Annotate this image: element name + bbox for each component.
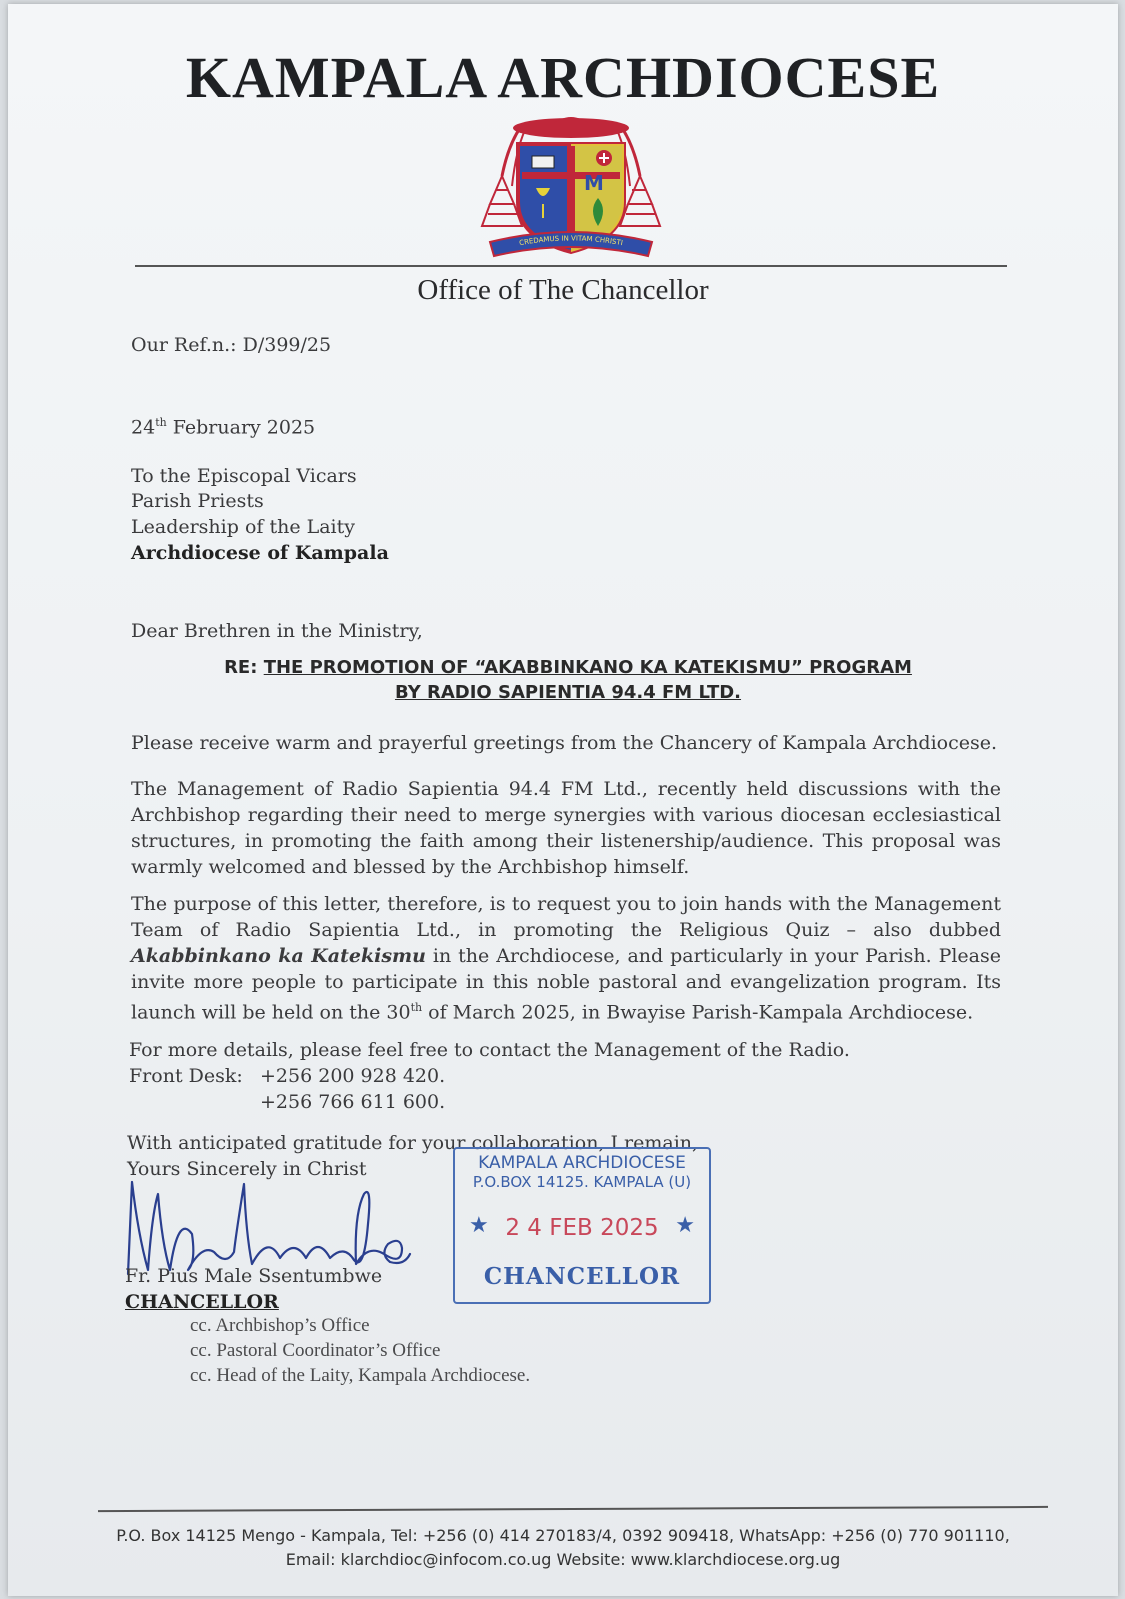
letterhead-title: KAMPALA ARCHDIOCESE [185, 45, 941, 110]
stamp-org: KAMPALA ARCHDIOCESE [478, 1153, 686, 1173]
letter-page [8, 4, 1118, 1596]
star-icon: ★ [675, 1213, 695, 1238]
subject-line-2: BY RADIO SAPIENTIA 94.4 FM LTD. [394, 682, 742, 703]
letter-date: 24th February 2025 [131, 416, 316, 439]
address-line: Parish Priests [131, 490, 264, 512]
signer-title: CHANCELLOR [125, 1291, 279, 1313]
address-line: To the Episcopal Vicars [131, 465, 357, 487]
reference-number: Our Ref.n.: D/399/25 [131, 334, 332, 356]
footer-divider [98, 1506, 1048, 1512]
subject-line-1: RE: THE PROMOTION OF “AKABBINKANO KA KATEKISMU” PROGRAM [224, 657, 912, 678]
chancellor-stamp [453, 1147, 711, 1304]
front-desk-label: Front Desk: [129, 1065, 243, 1087]
office-title: Office of The Chancellor [417, 274, 709, 306]
front-desk-phone: +256 766 611 600. [260, 1091, 446, 1113]
address-line: Leadership of the Laity [131, 516, 356, 538]
footer-contacts: P.O. Box 14125 Mengo - Kampala, Tel: +256 (0) 414 270183/4, 0392 909418, WhatsApp: +256 (0) 770 901110, [116, 1526, 1010, 1545]
paragraph-purpose: The purpose of this letter, therefore, is to request you to join hands with the Management Team of Radio Sapientia Ltd., in promoting the Religious Quiz – also dubbed Akabbinkano ka Katekismu in the Archdiocese, and particularly in your Parish. Please invite more people to participate in this noble pastoral and evangelization program. Its launch will be held on the 30th of March 2025, in Bwayise Parish-Kampala Archdiocese. [131, 893, 1001, 1024]
paragraph-greeting: Please receive warm and prayerful greetings from the Chancery of Kampala Archdiocese. [131, 732, 998, 754]
stamp-title: CHANCELLOR [483, 1263, 681, 1290]
details-line: For more details, please feel free to contact the Management of the Radio. [129, 1039, 850, 1061]
cc-line: cc. Pastoral Coordinator’s Office [190, 1340, 441, 1361]
salutation: Dear Brethren in the Ministry, [131, 620, 423, 642]
footer-email-website: Email: klarchdioc@infocom.co.ug Website: www.klarchdiocese.org.ug [285, 1550, 841, 1569]
stamp-date: 2 4 FEB 2025 [505, 1215, 659, 1241]
paragraph-discussions: The Management of Radio Sapientia 94.4 FM Ltd., recently held discussions with the Archbishop regarding their need to merge synergies with various diocesan ecclesiastical structures, in promoting the faith among their listenership/audience. This proposal was warmly welcomed and blessed by the Archbishop himself. [131, 778, 1001, 878]
closing-gratitude: With anticipated gratitude for your collaboration, I remain, [127, 1132, 699, 1154]
svg-text:M: M [584, 171, 604, 195]
cc-line: cc. Head of the Laity, Kampala Archdiocese. [190, 1365, 531, 1386]
svg-text:CREDAMUS IN VITAM CHRISTI: CREDAMUS IN VITAM CHRISTI [518, 234, 624, 248]
stamp-address: P.O.BOX 14125. KAMPALA (U) [472, 1173, 692, 1191]
letterhead-divider [135, 265, 1007, 267]
archdiocese-coat-of-arms [480, 106, 662, 264]
star-icon: ★ [469, 1213, 489, 1238]
address-archdiocese: Archdiocese of Kampala [131, 542, 389, 564]
signer-name: Fr. Pius Male Ssentumbwe [125, 1265, 383, 1287]
front-desk-phone: +256 200 928 420. [260, 1065, 446, 1087]
cc-line: cc. Archbishop’s Office [190, 1315, 370, 1336]
closing-sincerely: Yours Sincerely in Christ [127, 1158, 367, 1180]
